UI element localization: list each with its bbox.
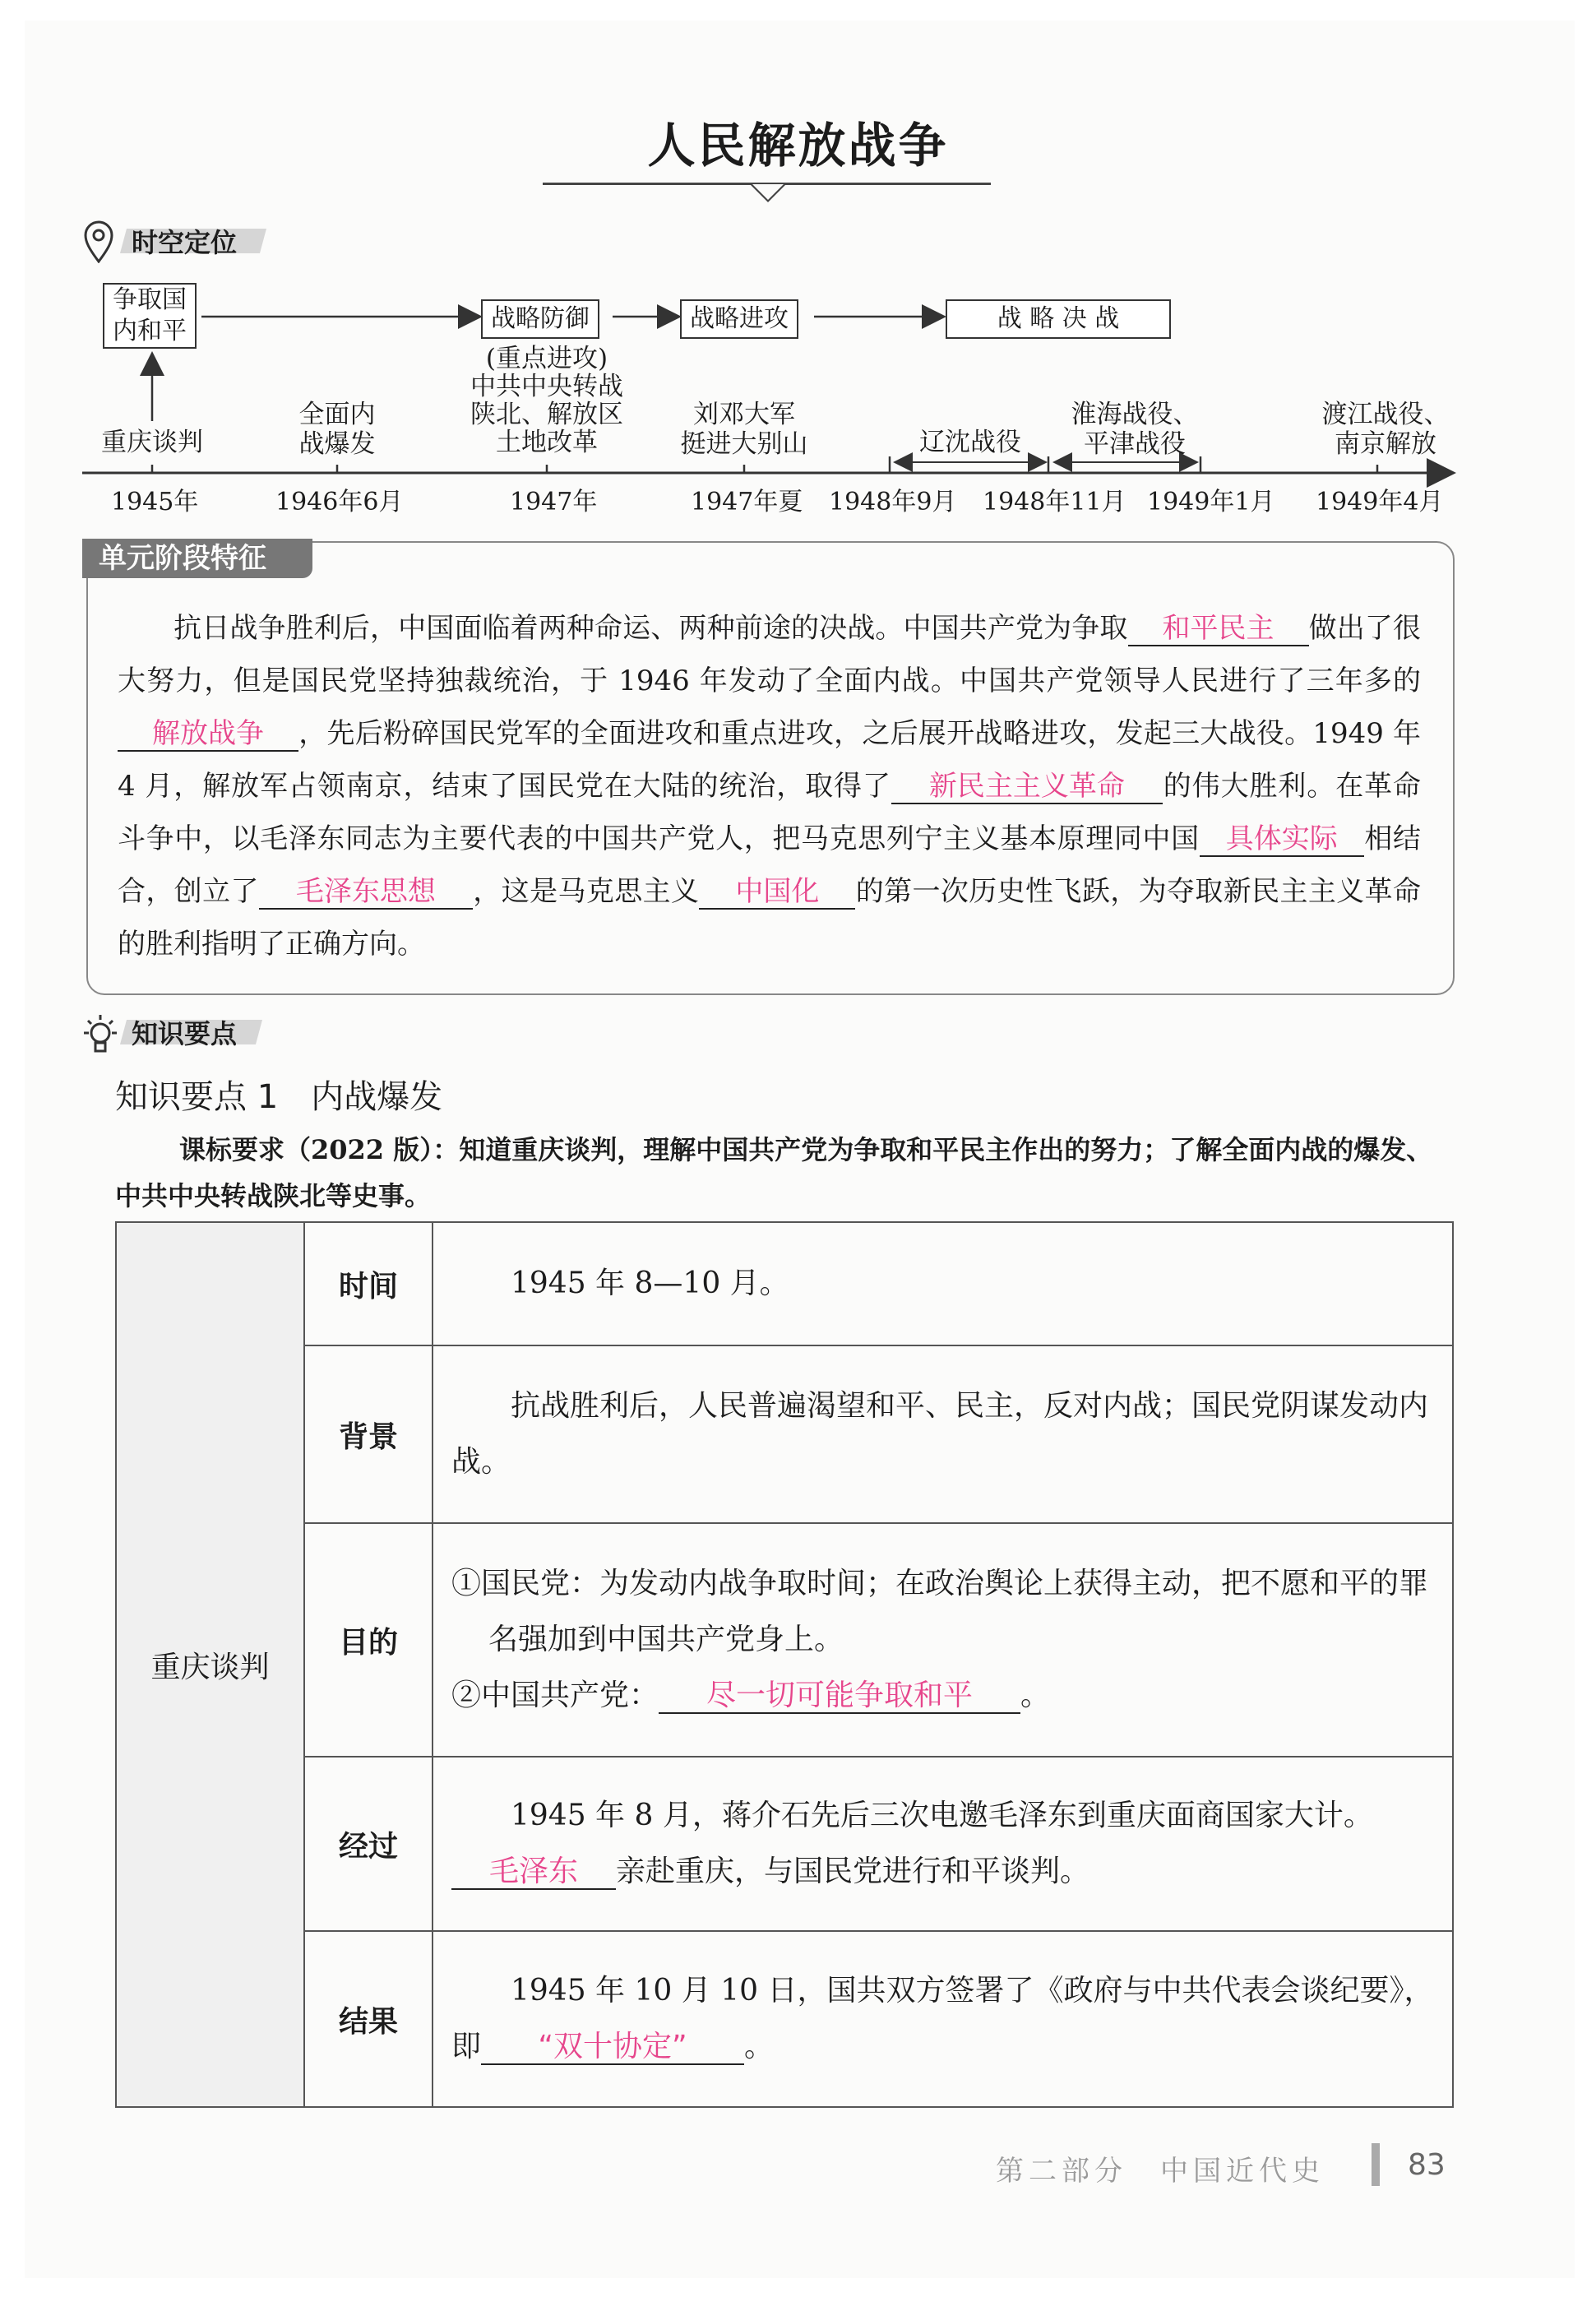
row-content-time: 1945 年 8—10 月。	[433, 1222, 1453, 1345]
answer-blank: 解放战争	[118, 717, 298, 752]
curriculum-requirement: 课标要求（2022 版）：知道重庆谈判，理解中国共产党为争取和平民主作出的努力；了解全面内战的爆发、中共中央转战陕北等史事。	[115, 1134, 1433, 1211]
row-content-result: 1945 年 10 月 10 日，国共双方签署了《政府与中共代表会谈纪要》，即 “双十协定” 。	[433, 1931, 1453, 2107]
timeline-box-offense: 战略进攻	[680, 299, 798, 339]
section-heading-knowledge: 知识要点	[132, 1018, 238, 1049]
footer-divider	[1372, 2143, 1380, 2186]
row-label-result: 结果	[304, 1931, 433, 2107]
timeline-year: 1945年	[111, 488, 199, 516]
timeline-sub-label: 陕北、解放区	[470, 400, 623, 429]
timeline-event: 渡江战役、 南京解放	[1321, 400, 1450, 459]
answer-blank: 具体实际	[1200, 822, 1364, 857]
answer-blank: 尽一切可能争取和平	[659, 1679, 1020, 1714]
answer-blank: “双十协定”	[481, 2031, 744, 2065]
table-topic-cell: 重庆谈判	[116, 1222, 304, 2107]
row-content-process: 1945 年 8 月，蒋介石先后三次电邀毛泽东到重庆面商国家大计。毛泽东 亲赴重庆，与国民党进行和平谈判。	[433, 1757, 1453, 1931]
lightbulb-icon	[81, 1013, 120, 1061]
section-heading-timeline: 时空定位	[132, 227, 238, 258]
row-content-purpose: ①国民党：为发动内战争取时间；在政治舆论上获得主动，把不愿和平的罪名强加到中国共产党身上。 ②中国共产党： 尽一切可能争取和平 。	[433, 1523, 1453, 1757]
answer-blank: 中国化	[699, 875, 855, 910]
timeline-sub-label: 土地改革	[496, 428, 598, 457]
page-number: 83	[1408, 2148, 1446, 2182]
timeline-year: 1947年夏	[691, 488, 803, 516]
timeline-year: 1947年	[510, 488, 598, 516]
chongqing-negotiation-table	[115, 1221, 1454, 2108]
timeline-event: 全面内 战爆发	[298, 400, 376, 459]
timeline-event: 刘邓大军 挺进大别山	[680, 400, 808, 459]
timeline-sub-label: 中共中央转战	[470, 372, 623, 401]
stage-paragraph: 抗日战争胜利后，中国面临着两种命运、两种前途的决战。中国共产党为争取 和平民主 做出了很大努力，但是国民党坚持独裁统治，于 1946 年发动了全面内战。中国共产党领导人民进行了三年多的解放战争 ，先后粉碎国民党军的全面进攻和重点进攻，之后展开战略进攻，发起三大战役。1949 年 4 月，解放军占领南京，结束了国民党在大陆的统治，取得了 新民主主义革命 的伟大胜利。在革命斗争中，以毛泽东同志为主要代表的中国共产党人，把马克思列宁主义基本原理同中国 具体实际 相结合，创立了 毛泽东思想 ，这是马克思主义 中国化 的第一次历史性飞跃，为夺取新民主主义革命的胜利指明了正确方向。	[118, 612, 1422, 961]
row-content-background: 抗战胜利后，人民普遍渴望和平、民主，反对内战；国民党阴谋发动内战。	[433, 1345, 1453, 1523]
answer-blank: 新民主主义革命	[891, 770, 1163, 804]
timeline-event: 淮海战役、 平津战役	[1071, 400, 1199, 459]
timeline-year: 1948年11月	[983, 488, 1126, 516]
page-title: 人民解放战争	[647, 118, 949, 174]
answer-blank: 和平民主	[1128, 612, 1309, 646]
timeline-box-decisive: 战 略 决 战	[946, 299, 1171, 339]
timeline-event: 辽沈战役	[919, 428, 1021, 457]
timeline-box-peace: 争取国 内和平	[103, 283, 197, 349]
row-label-purpose: 目的	[304, 1523, 433, 1757]
answer-blank: 毛泽东	[451, 1855, 616, 1890]
row-label-time: 时间	[304, 1222, 433, 1345]
row-label-process: 经过	[304, 1757, 433, 1931]
timeline-year: 1949年4月	[1316, 488, 1444, 516]
timeline-year: 1948年9月	[829, 488, 957, 516]
timeline-year: 1949年1月	[1147, 488, 1275, 516]
row-label-background: 背景	[304, 1345, 433, 1523]
timeline-sub-label: (重点进攻)	[485, 344, 608, 373]
timeline-year: 1946年6月	[275, 488, 404, 516]
section-heading-stage: 单元阶段特征	[82, 539, 312, 578]
timeline-box-defense: 战略防御	[481, 299, 599, 339]
footer-section-label: 第二部分 中国近代史	[996, 2155, 1325, 2188]
knowledge-point-title: 知识要点 1 内战爆发	[115, 1078, 443, 1116]
answer-blank: 毛泽东思想	[259, 875, 473, 910]
timeline-event: 重庆谈判	[101, 428, 203, 457]
